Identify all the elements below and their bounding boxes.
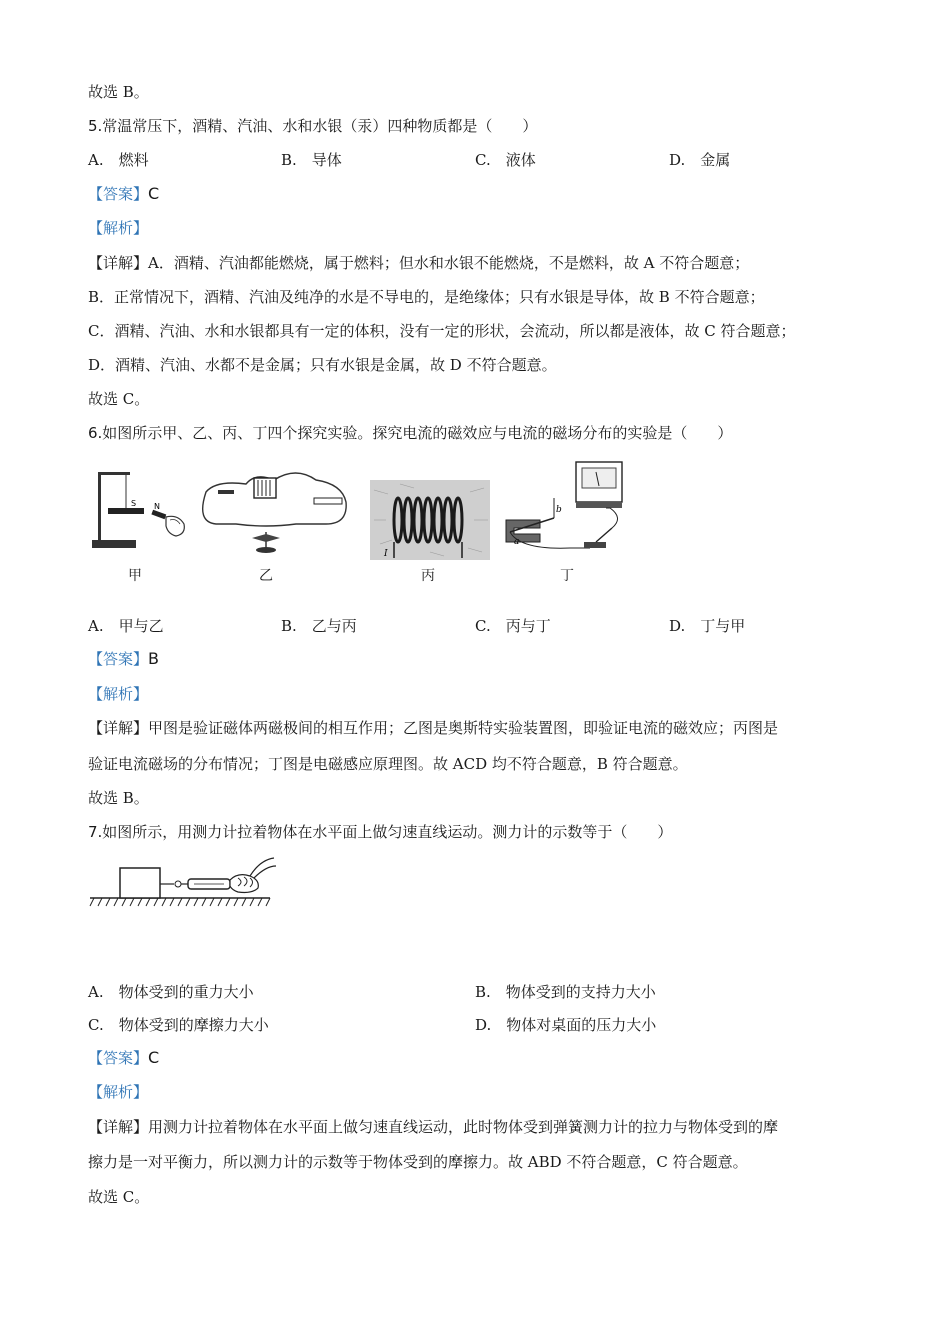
answer-value: B: [148, 649, 159, 668]
answer-value: C: [148, 1048, 160, 1067]
q6-option-a: A. 甲与乙: [88, 617, 164, 635]
q5-option-d: D. 金属: [669, 151, 731, 169]
detail-text: 用测力计拉着物体在水平面上做匀速直线运动，此时物体受到弹簧测力计的拉力与物体受到的摩: [148, 1118, 779, 1136]
q5-option-b: B. 导体: [281, 151, 342, 169]
detail-tag: 【详解】: [88, 1118, 149, 1136]
q7-option-c: C. 物体受到的摩擦力大小: [88, 1016, 269, 1034]
answer-tag: 【答案】: [88, 650, 149, 668]
q6-detail-line-1: [88, 718, 778, 738]
q7-option-d: D. 物体对桌面的压力大小: [475, 1016, 657, 1034]
answer-value: C: [148, 184, 160, 203]
q7-analysis-tag: 【解析】: [88, 1083, 149, 1101]
mark-i: I: [384, 549, 388, 559]
detail-text: A．酒精、汽油都能燃烧，属于燃料；但水和水银不能燃烧，不是燃料，故 A 不符合题意；: [148, 254, 750, 272]
q5-detail-line-2: B．正常情况下，酒精、汽油及纯净的水是不导电的，是绝缘体；只有水银是导体，故 B 不符合题意；: [88, 288, 765, 306]
q7-option-b: B. 物体受到的支持力大小: [475, 983, 656, 1001]
q5-option-c: C. 液体: [475, 151, 536, 169]
q5-detail-line-1: [88, 253, 749, 273]
q7-detail-line-1: [88, 1117, 778, 1137]
q6-detail-line-2: 验证电流磁场的分布情况；丁图是电磁感应原理图。故 ACD 均不符合题意，B 符合题意。: [88, 755, 688, 773]
figure-label-yi: 乙: [259, 568, 273, 584]
mark-b: b: [556, 505, 562, 515]
q6-option-d: D. 丁与甲: [669, 617, 746, 635]
figure-spring-scale: [88, 852, 278, 914]
q7-stem: 7.如图所示，用测力计拉着物体在水平面上做匀速直线运动。测力计的示数等于（ ）: [88, 823, 673, 841]
q6-answer: [88, 649, 159, 669]
q7-conclusion: 故选 C。: [88, 1188, 150, 1206]
q5-answer: [88, 184, 159, 204]
mark-a: a: [514, 537, 520, 547]
mark-n: N: [154, 502, 160, 511]
q6-analysis-tag: 【解析】: [88, 685, 149, 703]
detail-tag: 【详解】: [88, 719, 149, 737]
q5-detail-line-3: C．酒精、汽油、水和水银都具有一定的体积，没有一定的形状，会流动，所以都是液体，故 C 符合题意；: [88, 322, 796, 340]
figure-ding: [500, 458, 630, 558]
q6-option-c: C. 丙与丁: [475, 617, 551, 635]
q5-conclusion: 故选 C。: [88, 390, 150, 408]
q6-option-b: B. 乙与丙: [281, 617, 357, 635]
q7-detail-line-2: 擦力是一对平衡力，所以测力计的示数等于物体受到的摩擦力。故 ABD 不符合题意，C 符合题意。: [88, 1153, 748, 1171]
q6-stem: 6.如图所示甲、乙、丙、丁四个探究实验。探究电流的磁效应与电流的磁场分布的实验是（ ）: [88, 424, 733, 442]
figure-bing: [370, 480, 490, 560]
q5-option-a: A. 燃料: [88, 151, 149, 169]
figure-label-jia: 甲: [128, 568, 142, 584]
figure-jia: [86, 462, 196, 562]
answer-tag: 【答案】: [88, 185, 149, 203]
detail-text: 甲图是验证磁体两磁极间的相互作用；乙图是奥斯特实验装置图，即验证电流的磁效应；丙图是: [148, 719, 779, 737]
q7-option-a: A. 物体受到的重力大小: [88, 983, 254, 1001]
figure-label-ding: 丁: [560, 568, 574, 584]
prev-conclusion: 故选 B。: [88, 83, 149, 101]
answer-tag: 【答案】: [88, 1049, 149, 1067]
q7-answer: [88, 1048, 159, 1068]
q5-detail-line-4: D．酒精、汽油、水都不是金属；只有水银是金属，故 D 不符合题意。: [88, 356, 557, 374]
detail-tag: 【详解】: [88, 254, 149, 272]
figure-yi: [196, 462, 356, 562]
q5-analysis-tag: 【解析】: [88, 219, 149, 237]
figure-label-bing: 丙: [421, 568, 435, 584]
q6-conclusion: 故选 B。: [88, 789, 149, 807]
q5-stem: 5.常温常压下，酒精、汽油、水和水银（汞）四种物质都是（ ）: [88, 117, 538, 135]
mark-s: S: [131, 499, 137, 508]
